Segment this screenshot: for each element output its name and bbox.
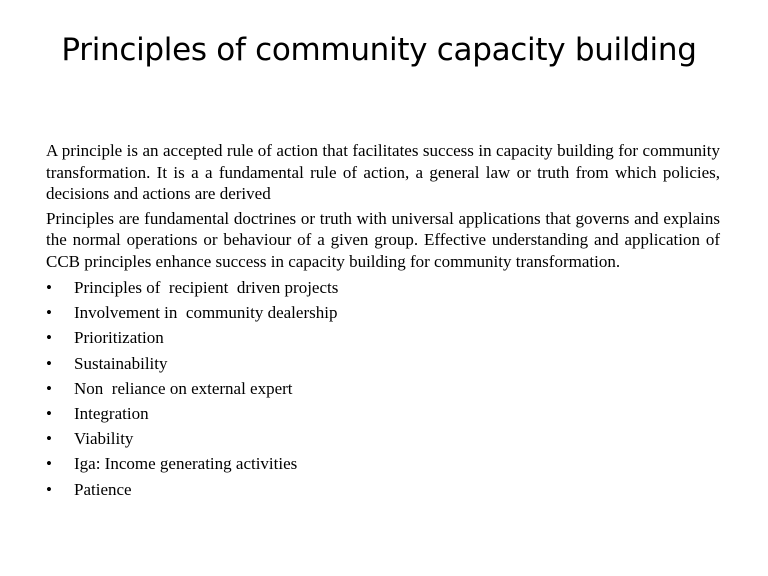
bullet-icon: • — [46, 403, 52, 423]
bullet-icon: • — [46, 479, 52, 499]
list-item — [46, 477, 720, 502]
list-item — [46, 376, 720, 401]
list-item-text: Principles of recipient driven projects — [74, 278, 339, 297]
list-item-text: Patience — [74, 479, 132, 499]
list-item-text: Viability — [74, 429, 134, 449]
bullet-icon: • — [46, 303, 52, 323]
list-item — [46, 401, 720, 426]
bullet-icon: • — [46, 278, 52, 297]
bullet-icon: • — [46, 378, 52, 398]
slide-body — [46, 140, 720, 502]
list-item-text: Non reliance on external expert — [74, 378, 293, 398]
paragraph-definition: A principle is an accepted rule of action that facilitates success in capacity building for community transformation. It is a a fundamental rule of action, a general law or truth from which policies, decisions and actions are derived — [46, 141, 720, 203]
bullet-icon: • — [46, 429, 52, 449]
paragraph-principles: Principles are fundamental doctrines or truth with universal applications that governs and explains the normal operations or behaviour of a given group. Effective understanding and application of CCB principles enhance success in capacity building for community transformation. — [46, 208, 720, 271]
list-item-text: Prioritization — [74, 328, 164, 348]
bullet-icon: • — [46, 353, 52, 373]
list-item-text: Iga: Income generating activities — [74, 454, 298, 474]
bullet-icon: • — [46, 328, 52, 348]
list-item — [46, 325, 720, 350]
principles-list — [46, 275, 720, 502]
list-item — [46, 275, 720, 300]
list-item — [46, 451, 720, 476]
bullet-icon: • — [46, 454, 52, 474]
list-item-text: Involvement in community dealership — [74, 303, 338, 323]
list-item — [46, 426, 720, 451]
list-item-text: Sustainability — [74, 353, 168, 373]
list-item — [46, 300, 720, 325]
list-item — [46, 351, 720, 376]
list-item-text: Integration — [74, 403, 149, 423]
slide-title: Principles of community capacity building — [61, 32, 697, 68]
